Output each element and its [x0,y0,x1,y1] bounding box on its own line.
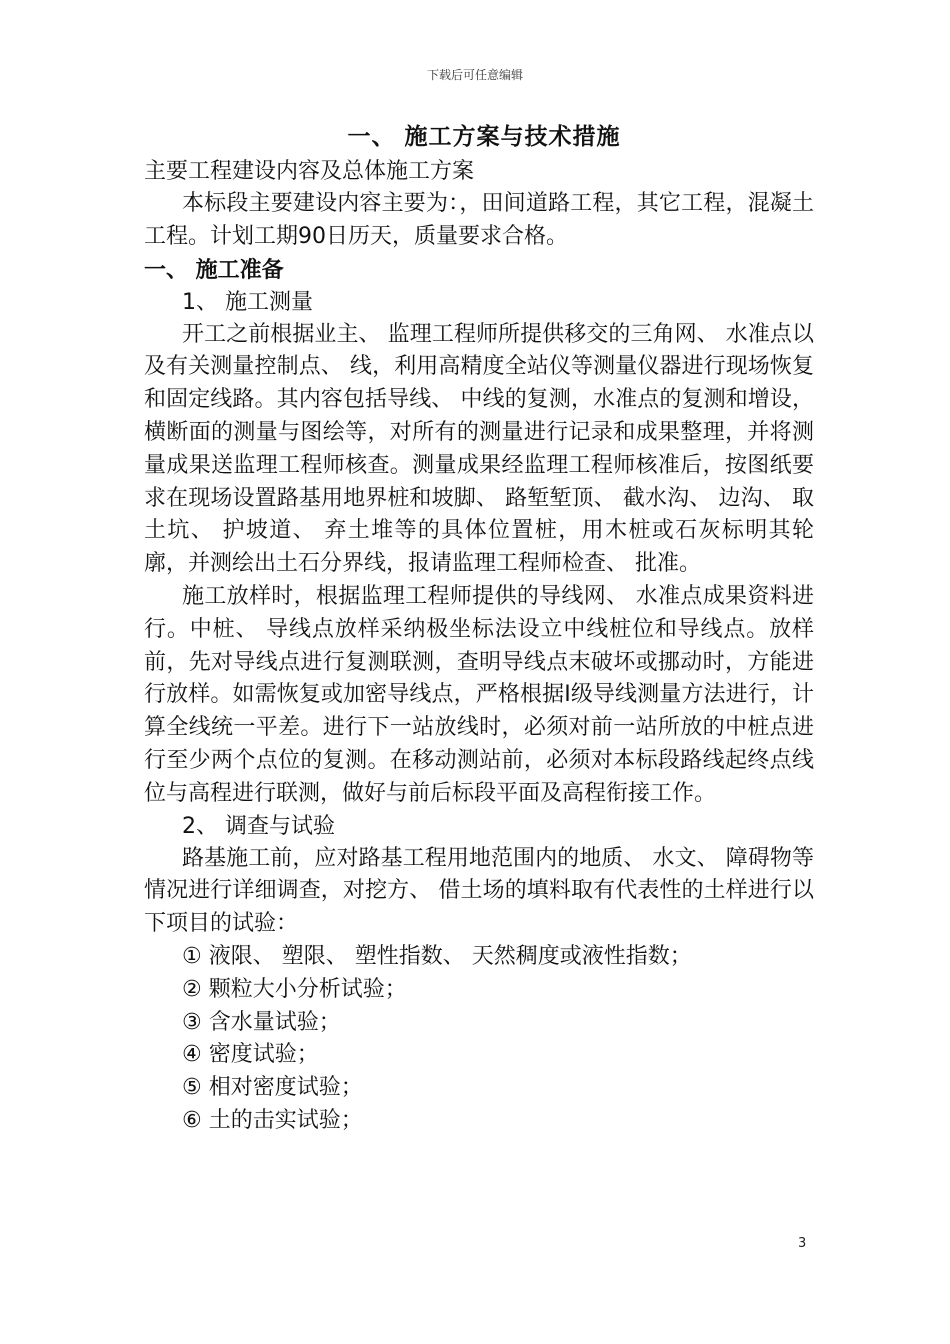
list-item: ② 颗粒大小分析试验； [182,976,407,1002]
survey-paragraph-1: 开工之前根据业主、 监理工程师所提供移交的三角网、 水准点以及有关测量控制点、 线，利用高精度全站仪等测量仪器进行现场恢复和固定线路。其内容包括导线、 中线的复测，水准点的复测和增设，横断面的测量与图绘等，对所有的测量进行记录和成果整理，并将测量成果送监理工程师核查。测量成果经监理工程师核准后，按图纸要求在现场设置路基用地界桩和坡脚、 路堑堑顶、 截水沟、 边沟、 取土坑、 护坡道、 弃土堆等的具体位置桩，用木桩或石灰标明其轮廓，并测绘出土石分界线，报请监理工程师检查、 批准。 [144,321,814,577]
page-header-note: 下载后可任意编辑 [426,68,523,82]
page-number: 3 [798,1236,807,1251]
subsection-heading-investigation: 2、 调查与试验 [182,813,335,839]
document-title: 一、 施工方案与技术措施 [347,124,621,150]
subsection-heading-survey: 1、 施工测量 [182,289,313,315]
list-item: ③ 含水量试验； [182,1009,341,1035]
list-item: ⑤ 相对密度试验； [182,1075,363,1101]
list-item: ① 液限、 塑限、 塑性指数、 天然稠度或液性指数； [182,943,692,969]
list-item: ⑥ 土的击实试验； [182,1107,363,1133]
test-items-list [144,941,814,1138]
document-body [144,119,814,1138]
list-item: ④ 密度试验； [182,1042,319,1068]
section-heading-preparation: 一、 施工准备 [144,257,284,283]
overview-heading: 主要工程建设内容及总体施工方案 [144,159,475,184]
investigation-paragraph: 路基施工前，应对路基工程用地范围内的地质、 水文、 障碍物等情况进行详细调查，对挖方、 借土场的填料取有代表性的土样进行以下项目的试验： [144,845,814,937]
overview-paragraph: 本标段主要建设内容主要为：，田间道路工程，其它工程，混凝土工程。计划工期90日历天，质量要求合格。 [144,191,814,249]
survey-paragraph-2: 施工放样时，根据监理工程师提供的导线网、 水准点成果资料进行。中桩、 导线点放样采纳极坐标法设立中线桩位和导线点。放样前，先对导线点进行复测联测，查明导线点末破坏或挪动时，方能进行放样。如需恢复或加密导线点，严格根据Ⅰ级导线测量方法进行，计算全线统一平差。进行下一站放线时，必须对前一站所放的中桩点进行至少两个点位的复测。在移动测站前，必须对本标段路线起终点线位与高程进行联测，做好与前后标段平面及高程衔接工作。 [144,583,814,806]
